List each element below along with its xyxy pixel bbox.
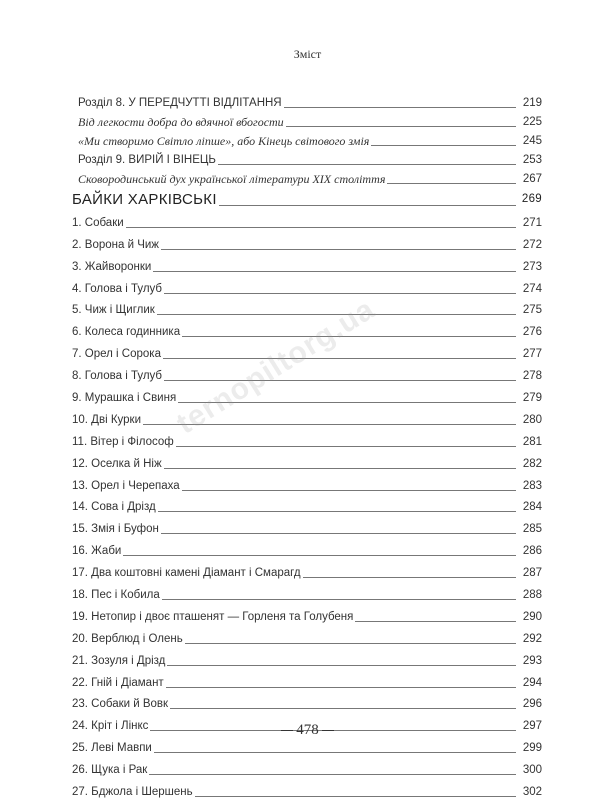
- toc-entry-title: 12. Оселка й Ніж: [72, 457, 162, 470]
- toc-entry-row[interactable]: [72, 777, 542, 799]
- dot-leader: [157, 314, 516, 315]
- toc-entry-row[interactable]: [72, 427, 542, 449]
- dot-leader: [166, 687, 516, 688]
- toc-section-heading[interactable]: [72, 186, 542, 208]
- toc-entry-row[interactable]: [72, 668, 542, 690]
- toc-entries: [72, 208, 542, 799]
- dot-leader: [303, 577, 516, 578]
- toc-chapter-title: Від легкости добра до вдячної вбогости: [78, 115, 284, 129]
- toc-entry-row[interactable]: [72, 383, 542, 405]
- toc-entry-row[interactable]: [72, 449, 542, 471]
- toc-entry-row[interactable]: [72, 493, 542, 515]
- toc-chapter-row[interactable]: [72, 148, 542, 167]
- dot-leader: [161, 533, 516, 534]
- toc-entry-title: 6. Колеса годинника: [72, 326, 181, 339]
- toc-entry-page: 272: [522, 238, 542, 251]
- toc-entry-page: 290: [522, 610, 542, 623]
- toc-entry-row[interactable]: [72, 690, 542, 712]
- table-of-contents: [72, 91, 542, 799]
- dot-leader: [286, 126, 516, 127]
- toc-entry-title: 19. Нетопир і двоє пташенят — Горленя та Голубеня: [72, 610, 354, 623]
- toc-entry-title: 22. Гній і Діамант: [72, 676, 164, 689]
- dot-leader: [149, 774, 516, 775]
- dot-leader: [178, 402, 516, 403]
- dot-leader: [153, 271, 516, 272]
- toc-entry-title: 3. Жайворонки: [72, 260, 152, 273]
- dot-leader: [185, 643, 516, 644]
- toc-entry-page: 287: [522, 567, 542, 580]
- page-number: [0, 722, 615, 739]
- dot-leader: [163, 358, 516, 359]
- toc-entry-row[interactable]: [72, 602, 542, 624]
- toc-entry-page: 277: [522, 348, 542, 361]
- toc-chapter-title: Сковородинський дух української літератури XIX століття: [78, 172, 386, 186]
- toc-entry-title: 11. Вітер і Філософ: [72, 435, 174, 448]
- dot-leader: [371, 145, 516, 146]
- dot-leader: [154, 752, 516, 753]
- toc-entry-row[interactable]: [72, 361, 542, 383]
- toc-entry-page: 284: [522, 501, 542, 514]
- toc-entry-title: 7. Орел і Сорока: [72, 348, 161, 361]
- toc-entry-page: 296: [522, 698, 542, 711]
- toc-entry-row[interactable]: [72, 230, 542, 252]
- toc-entry-title: 24. Кріт і Лінкс: [72, 720, 149, 733]
- toc-entry-title: 17. Два коштовні камені Діамант і Смарагд: [72, 567, 301, 580]
- toc-chapter-page: 267: [522, 173, 542, 185]
- dot-leader: [164, 293, 516, 294]
- toc-entry-page: 292: [522, 632, 542, 645]
- toc-entry-title: 1. Собаки: [72, 216, 124, 229]
- dot-leader: [170, 708, 516, 709]
- toc-entry-title: 4. Голова і Тулуб: [72, 282, 162, 295]
- toc-entry-page: 299: [522, 742, 542, 755]
- watermark: ternopiltorg.ua: [170, 292, 381, 441]
- toc-entry-page: 293: [522, 654, 542, 667]
- toc-chapter-title: Розділ 9. ВИРІЙ І ВІНЕЦЬ: [78, 154, 216, 166]
- toc-entry-title: 23. Собаки й Вовк: [72, 698, 169, 711]
- toc-entry-row[interactable]: [72, 339, 542, 361]
- toc-entry-title: 9. Мурашка і Свиня: [72, 392, 177, 405]
- toc-entry-row[interactable]: [72, 558, 542, 580]
- toc-entry-page: 300: [522, 764, 542, 777]
- toc-entry-title: 5. Чиж і Щиглик: [72, 304, 155, 317]
- dot-leader: [218, 164, 516, 165]
- toc-entry-row[interactable]: [72, 646, 542, 668]
- toc-entry-row[interactable]: [72, 317, 542, 339]
- toc-entry-row[interactable]: [72, 624, 542, 646]
- dot-leader: [284, 107, 516, 108]
- toc-entry-title: 20. Верблюд і Олень: [72, 632, 183, 645]
- page-number-value: 478: [296, 722, 319, 738]
- toc-entry-page: 286: [522, 545, 542, 558]
- toc-chapter-row[interactable]: [72, 167, 542, 186]
- toc-entry-title: 8. Голова і Тулуб: [72, 370, 162, 383]
- dot-leader: [123, 555, 516, 556]
- toc-entry-title: 27. Бджола і Шершень: [72, 786, 193, 799]
- dot-leader: [126, 227, 516, 228]
- dot-leader: [195, 796, 516, 797]
- toc-entry-title: 10. Дві Курки: [72, 413, 141, 426]
- toc-section-page: 269: [521, 193, 542, 205]
- toc-entry-title: 15. Змія і Буфон: [72, 523, 159, 536]
- toc-chapter-row[interactable]: [72, 129, 542, 148]
- toc-entry-page: 285: [522, 523, 542, 536]
- toc-entry-page: 297: [522, 720, 542, 733]
- dot-leader: [355, 621, 516, 622]
- toc-entry-row[interactable]: [72, 755, 542, 777]
- toc-entry-row[interactable]: [72, 208, 542, 230]
- toc-entry-page: 288: [522, 589, 542, 602]
- toc-entry-title: 21. Зозуля і Дрізд: [72, 654, 166, 667]
- toc-entry-page: 274: [522, 282, 542, 295]
- toc-entry-title: 18. Пес і Кобила: [72, 589, 160, 602]
- toc-entry-row[interactable]: [72, 514, 542, 536]
- toc-chapter-title: Розділ 8. У ПЕРЕДЧУТТІ ВІДЛІТАННЯ: [78, 97, 282, 109]
- toc-entry-page: 281: [522, 435, 542, 448]
- toc-entry-page: 276: [522, 326, 542, 339]
- toc-entry-row[interactable]: [72, 471, 542, 493]
- dot-leader: [158, 511, 516, 512]
- toc-section-title: БАЙКИ ХАРКІВСЬКІ: [72, 191, 217, 208]
- toc-entry-page: 275: [522, 304, 542, 317]
- dot-leader: [164, 468, 516, 469]
- toc-entry-title: 14. Сова і Дрізд: [72, 501, 156, 514]
- page-number-dash-right: [322, 730, 334, 731]
- toc-entry-row[interactable]: [72, 536, 542, 558]
- toc-entry-row[interactable]: [72, 405, 542, 427]
- toc-entry-title: 2. Ворона й Чиж: [72, 238, 159, 251]
- toc-entry-row[interactable]: [72, 274, 542, 296]
- dot-leader: [167, 665, 516, 666]
- toc-entry-row[interactable]: [72, 296, 542, 318]
- toc-entry-row[interactable]: [72, 252, 542, 274]
- dot-leader: [176, 446, 516, 447]
- toc-chapter-title: «Ми створимо Світло ліпше», або Кінець світового змія: [78, 134, 370, 148]
- dot-leader: [161, 249, 516, 250]
- dot-leader: [219, 205, 516, 206]
- toc-chapter-page: 219: [522, 97, 542, 109]
- page-header-title: Зміст: [293, 47, 322, 61]
- dot-leader: [182, 336, 516, 337]
- toc-chapter-page: 225: [522, 116, 542, 128]
- dot-leader: [162, 599, 516, 600]
- dot-leader: [143, 424, 516, 425]
- toc-entry-title: 26. Щука і Рак: [72, 764, 148, 777]
- intro-rows: [72, 91, 542, 186]
- page-number-dash-left: [281, 730, 293, 731]
- toc-entry-page: 283: [522, 479, 542, 492]
- toc-entry-page: 271: [522, 216, 542, 229]
- toc-entry-page: 282: [522, 457, 542, 470]
- toc-entry-title: 13. Орел і Черепаха: [72, 479, 180, 492]
- dot-leader: [164, 380, 516, 381]
- toc-entry-page: 273: [522, 260, 542, 273]
- toc-chapter-row[interactable]: [72, 91, 542, 110]
- toc-chapter-page: 253: [522, 154, 542, 166]
- toc-entry-title: 25. Леві Мавпи: [72, 742, 152, 755]
- toc-entry-page: 278: [522, 370, 542, 383]
- toc-chapter-page: 245: [522, 135, 542, 147]
- toc-entry-title: 16. Жаби: [72, 545, 122, 558]
- toc-entry-page: 294: [522, 676, 542, 689]
- dot-leader: [387, 183, 516, 184]
- dot-leader: [182, 490, 516, 491]
- toc-entry-page: 302: [522, 786, 542, 799]
- toc-chapter-row[interactable]: [72, 110, 542, 129]
- toc-entry-page: 280: [522, 413, 542, 426]
- toc-entry-page: 279: [522, 392, 542, 405]
- toc-entry-row[interactable]: [72, 580, 542, 602]
